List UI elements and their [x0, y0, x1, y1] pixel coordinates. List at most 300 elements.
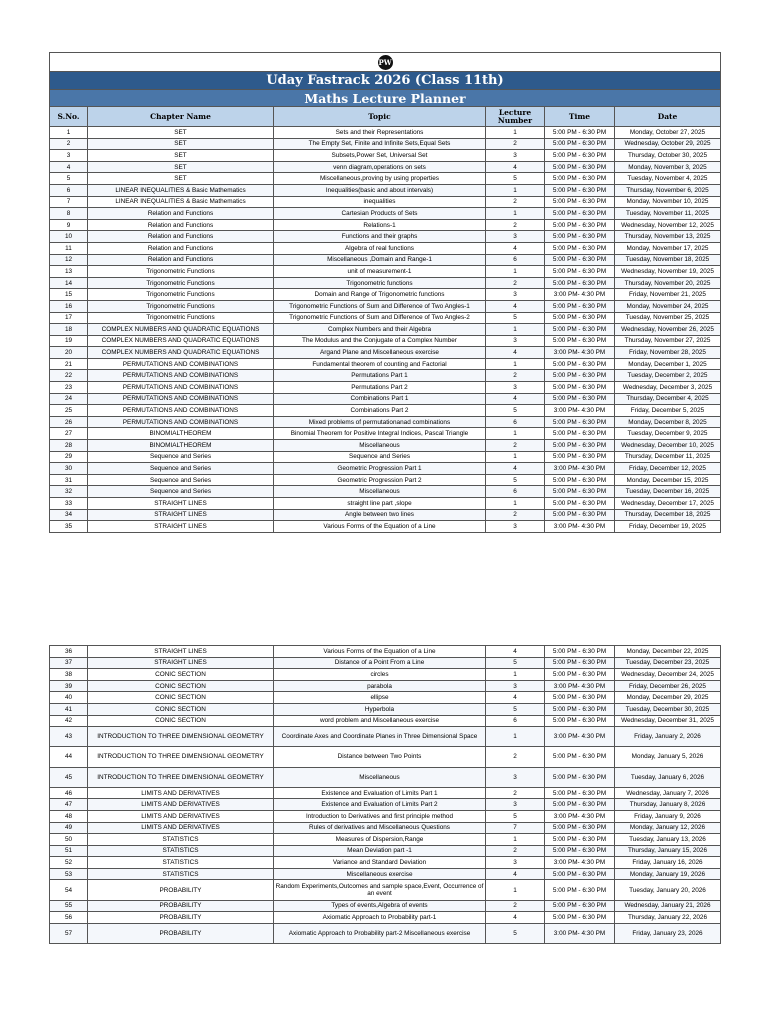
cell-topic: The Modulus and the Conjugate of a Complex Number [274, 335, 486, 347]
cell-lecture: 1 [486, 358, 545, 370]
cell-time: 5:00 PM - 6:30 PM [545, 474, 615, 486]
table-row [50, 254, 721, 266]
table-row [50, 767, 721, 787]
cell-topic: Miscellaneous [274, 440, 486, 452]
cell-date: Monday, November 10, 2025 [615, 196, 721, 208]
cell-date: Tuesday, December 9, 2025 [615, 428, 721, 440]
cell-date: Tuesday, January 6, 2026 [615, 767, 721, 787]
cell-chapter: SET [88, 173, 274, 185]
cell-time: 5:00 PM - 6:30 PM [545, 715, 615, 727]
cell-date: Wednesday, December 24, 2025 [615, 669, 721, 681]
cell-sno: 5 [50, 173, 88, 185]
cell-lecture: 1 [486, 324, 545, 336]
table-row [50, 277, 721, 289]
cell-date: Tuesday, November 11, 2025 [615, 208, 721, 220]
cell-chapter: Trigonometric Functions [88, 300, 274, 312]
column-header-topic: Topic [274, 107, 486, 127]
lecture-table-page-2 [49, 645, 721, 944]
cell-time: 5:00 PM - 6:30 PM [545, 440, 615, 452]
cell-lecture: 4 [486, 868, 545, 880]
table-row [50, 150, 721, 162]
cell-sno: 40 [50, 692, 88, 704]
cell-sno: 20 [50, 347, 88, 359]
cell-lecture: 4 [486, 242, 545, 254]
cell-lecture: 4 [486, 692, 545, 704]
cell-chapter: STRAIGHT LINES [88, 657, 274, 669]
table-row [50, 834, 721, 846]
cell-chapter: COMPLEX NUMBERS AND QUADRATIC EQUATIONS [88, 324, 274, 336]
cell-topic: Types of events,Algebra of events [274, 900, 486, 912]
cell-topic: Random Experiments,Outcomes and sample space,Event, Occurrence of an event [274, 880, 486, 900]
cell-lecture: 1 [486, 428, 545, 440]
cell-time: 3:00 PM- 4:30 PM [545, 810, 615, 822]
cell-topic: Mean Deviation part -1 [274, 845, 486, 857]
cell-sno: 11 [50, 242, 88, 254]
cell-topic: parabola [274, 680, 486, 692]
cell-lecture: 1 [486, 184, 545, 196]
cell-time: 3:00 PM- 4:30 PM [545, 680, 615, 692]
cell-lecture: 3 [486, 521, 545, 533]
cell-sno: 23 [50, 382, 88, 394]
cell-topic: Axiomatic Approach to Probability part-2 Miscellaneous exercise [274, 923, 486, 943]
table-row [50, 173, 721, 185]
cell-chapter: PERMUTATIONS AND COMBINATIONS [88, 405, 274, 417]
cell-lecture: 2 [486, 787, 545, 799]
cell-date: Tuesday, December 30, 2025 [615, 703, 721, 715]
column-header-lecture: Lecture Number [486, 107, 545, 127]
table-row [50, 138, 721, 150]
cell-lecture: 6 [486, 486, 545, 498]
cell-sno: 53 [50, 868, 88, 880]
cell-sno: 15 [50, 289, 88, 301]
cell-lecture: 4 [486, 646, 545, 658]
cell-lecture: 2 [486, 219, 545, 231]
cell-time: 5:00 PM - 6:30 PM [545, 747, 615, 767]
cell-chapter: Relation and Functions [88, 219, 274, 231]
cell-lecture: 1 [486, 727, 545, 747]
cell-time: 5:00 PM - 6:30 PM [545, 799, 615, 811]
table-row [50, 405, 721, 417]
cell-sno: 38 [50, 669, 88, 681]
cell-sno: 57 [50, 923, 88, 943]
cell-sno: 39 [50, 680, 88, 692]
cell-topic: Relations-1 [274, 219, 486, 231]
cell-date: Tuesday, January 13, 2026 [615, 834, 721, 846]
cell-chapter: Relation and Functions [88, 231, 274, 243]
cell-topic: straight line part ,slope [274, 498, 486, 510]
cell-time: 5:00 PM - 6:30 PM [545, 161, 615, 173]
table-row [50, 266, 721, 278]
cell-date: Friday, January 2, 2026 [615, 727, 721, 747]
cell-sno: 46 [50, 787, 88, 799]
cell-date: Friday, January 9, 2026 [615, 810, 721, 822]
cell-chapter: LINEAR INEQUALITIES & Basic Mathematics [88, 196, 274, 208]
cell-sno: 34 [50, 509, 88, 521]
table-row [50, 923, 721, 943]
cell-time: 5:00 PM - 6:30 PM [545, 335, 615, 347]
cell-date: Monday, January 5, 2026 [615, 747, 721, 767]
cell-date: Thursday, December 11, 2025 [615, 451, 721, 463]
cell-time: 5:00 PM - 6:30 PM [545, 196, 615, 208]
cell-topic: Hyperbola [274, 703, 486, 715]
cell-chapter: STRAIGHT LINES [88, 646, 274, 658]
cell-topic: Rules of derivatives and Miscellaneous Questions [274, 822, 486, 834]
cell-sno: 13 [50, 266, 88, 278]
cell-lecture: 5 [486, 312, 545, 324]
table-row [50, 428, 721, 440]
table-row [50, 393, 721, 405]
cell-date: Monday, November 3, 2025 [615, 161, 721, 173]
table-row [50, 715, 721, 727]
cell-date: Wednesday, November 19, 2025 [615, 266, 721, 278]
cell-lecture: 1 [486, 127, 545, 139]
cell-chapter: CONIC SECTION [88, 715, 274, 727]
cell-time: 5:00 PM - 6:30 PM [545, 646, 615, 658]
cell-sno: 43 [50, 727, 88, 747]
cell-lecture: 1 [486, 498, 545, 510]
table-row [50, 416, 721, 428]
cell-time: 3:00 PM- 4:30 PM [545, 347, 615, 359]
cell-date: Wednesday, November 26, 2025 [615, 324, 721, 336]
cell-chapter: LIMITS AND DERIVATIVES [88, 822, 274, 834]
cell-topic: Cartesian Products of Sets [274, 208, 486, 220]
table-row [50, 822, 721, 834]
cell-chapter: LIMITS AND DERIVATIVES [88, 787, 274, 799]
cell-chapter: Trigonometric Functions [88, 266, 274, 278]
cell-chapter: PROBABILITY [88, 880, 274, 900]
cell-date: Wednesday, December 17, 2025 [615, 498, 721, 510]
cell-topic: Permutations Part 1 [274, 370, 486, 382]
cell-topic: inequalities [274, 196, 486, 208]
cell-topic: Measures of Dispersion,Range [274, 834, 486, 846]
cell-date: Friday, November 28, 2025 [615, 347, 721, 359]
table-row [50, 486, 721, 498]
table-row [50, 845, 721, 857]
cell-chapter: PERMUTATIONS AND COMBINATIONS [88, 370, 274, 382]
cell-time: 5:00 PM - 6:30 PM [545, 845, 615, 857]
cell-chapter: CONIC SECTION [88, 703, 274, 715]
cell-chapter: LIMITS AND DERIVATIVES [88, 799, 274, 811]
cell-lecture: 2 [486, 138, 545, 150]
cell-sno: 51 [50, 845, 88, 857]
cell-sno: 4 [50, 161, 88, 173]
cell-chapter: PROBABILITY [88, 900, 274, 912]
cell-time: 3:00 PM- 4:30 PM [545, 289, 615, 301]
cell-sno: 1 [50, 127, 88, 139]
cell-time: 5:00 PM - 6:30 PM [545, 451, 615, 463]
cell-time: 5:00 PM - 6:30 PM [545, 900, 615, 912]
cell-chapter: STRAIGHT LINES [88, 509, 274, 521]
cell-time: 5:00 PM - 6:30 PM [545, 868, 615, 880]
table-row [50, 219, 721, 231]
cell-topic: ellipse [274, 692, 486, 704]
cell-sno: 2 [50, 138, 88, 150]
cell-topic: Miscellaneous,proving by using properties [274, 173, 486, 185]
cell-lecture: 5 [486, 405, 545, 417]
cell-lecture: 2 [486, 370, 545, 382]
cell-time: 3:00 PM- 4:30 PM [545, 521, 615, 533]
cell-time: 5:00 PM - 6:30 PM [545, 428, 615, 440]
cell-topic: Geometric Progression Part 1 [274, 463, 486, 475]
cell-time: 5:00 PM - 6:30 PM [545, 312, 615, 324]
cell-date: Monday, December 15, 2025 [615, 474, 721, 486]
cell-date: Tuesday, November 4, 2025 [615, 173, 721, 185]
cell-chapter: PERMUTATIONS AND COMBINATIONS [88, 382, 274, 394]
cell-date: Friday, November 21, 2025 [615, 289, 721, 301]
cell-topic: Trigonometric Functions of Sum and Difference of Two Angles-2 [274, 312, 486, 324]
cell-topic: unit of measurement-1 [274, 266, 486, 278]
table-row [50, 900, 721, 912]
cell-time: 5:00 PM - 6:30 PM [545, 150, 615, 162]
page-subtitle: Maths Lecture Planner [50, 90, 721, 107]
cell-date: Wednesday, January 21, 2026 [615, 900, 721, 912]
cell-topic: Various Forms of the Equation of a Line [274, 521, 486, 533]
cell-sno: 44 [50, 747, 88, 767]
cell-chapter: CONIC SECTION [88, 680, 274, 692]
cell-chapter: SET [88, 138, 274, 150]
cell-topic: Miscellaneous [274, 767, 486, 787]
cell-date: Monday, October 27, 2025 [615, 127, 721, 139]
lecture-table-page-1 [49, 52, 721, 533]
cell-sno: 7 [50, 196, 88, 208]
table-row [50, 727, 721, 747]
cell-chapter: PROBABILITY [88, 923, 274, 943]
cell-lecture: 3 [486, 857, 545, 869]
cell-topic: Miscellaneous ,Domain and Range-1 [274, 254, 486, 266]
cell-topic: Variance and Standard Deviation [274, 857, 486, 869]
cell-time: 5:00 PM - 6:30 PM [545, 231, 615, 243]
cell-time: 3:00 PM- 4:30 PM [545, 857, 615, 869]
table-row [50, 868, 721, 880]
table-row [50, 474, 721, 486]
table-row [50, 300, 721, 312]
cell-date: Tuesday, December 2, 2025 [615, 370, 721, 382]
cell-sno: 3 [50, 150, 88, 162]
cell-sno: 47 [50, 799, 88, 811]
cell-chapter: STRAIGHT LINES [88, 498, 274, 510]
cell-date: Thursday, January 8, 2026 [615, 799, 721, 811]
cell-date: Wednesday, January 7, 2026 [615, 787, 721, 799]
cell-time: 5:00 PM - 6:30 PM [545, 880, 615, 900]
cell-date: Wednesday, December 3, 2025 [615, 382, 721, 394]
cell-topic: Distance between Two Points [274, 747, 486, 767]
cell-sno: 36 [50, 646, 88, 658]
cell-chapter: Sequence and Series [88, 451, 274, 463]
cell-sno: 10 [50, 231, 88, 243]
cell-date: Tuesday, January 20, 2026 [615, 880, 721, 900]
cell-date: Monday, November 24, 2025 [615, 300, 721, 312]
cell-date: Wednesday, December 31, 2025 [615, 715, 721, 727]
cell-chapter: Sequence and Series [88, 463, 274, 475]
cell-sno: 37 [50, 657, 88, 669]
cell-lecture: 1 [486, 451, 545, 463]
cell-chapter: STATISTICS [88, 857, 274, 869]
title-row [50, 72, 721, 90]
cell-lecture: 1 [486, 266, 545, 278]
table-row [50, 646, 721, 658]
cell-lecture: 5 [486, 173, 545, 185]
cell-date: Monday, December 8, 2025 [615, 416, 721, 428]
cell-date: Friday, January 23, 2026 [615, 923, 721, 943]
logo-row [50, 53, 721, 72]
cell-time: 3:00 PM- 4:30 PM [545, 727, 615, 747]
cell-sno: 55 [50, 900, 88, 912]
cell-topic: Mixed problems of permutationanad combinations [274, 416, 486, 428]
cell-topic: word problem and Miscellaneous exercise [274, 715, 486, 727]
cell-chapter: PERMUTATIONS AND COMBINATIONS [88, 393, 274, 405]
cell-time: 5:00 PM - 6:30 PM [545, 277, 615, 289]
column-header-date: Date [615, 107, 721, 127]
cell-time: 5:00 PM - 6:30 PM [545, 358, 615, 370]
cell-lecture: 5 [486, 703, 545, 715]
cell-lecture: 5 [486, 657, 545, 669]
table-row [50, 799, 721, 811]
cell-topic: Existence and Evaluation of Limits Part 2 [274, 799, 486, 811]
table-row [50, 184, 721, 196]
cell-chapter: Sequence and Series [88, 474, 274, 486]
table-row [50, 196, 721, 208]
cell-time: 5:00 PM - 6:30 PM [545, 219, 615, 231]
cell-topic: Trigonometric functions [274, 277, 486, 289]
cell-lecture: 3 [486, 382, 545, 394]
cell-time: 5:00 PM - 6:30 PM [545, 266, 615, 278]
cell-date: Friday, January 16, 2026 [615, 857, 721, 869]
cell-date: Monday, November 17, 2025 [615, 242, 721, 254]
cell-topic: Binomial Theorem for Positive Integral Indices, Pascal Triangle [274, 428, 486, 440]
table-body-page-2 [50, 646, 721, 944]
cell-topic: Sequence and Series [274, 451, 486, 463]
page-title: Uday Fastrack 2026 (Class 11th) [50, 72, 721, 90]
cell-lecture: 4 [486, 912, 545, 924]
cell-lecture: 3 [486, 335, 545, 347]
cell-sno: 56 [50, 912, 88, 924]
cell-time: 5:00 PM - 6:30 PM [545, 703, 615, 715]
cell-time: 5:00 PM - 6:30 PM [545, 208, 615, 220]
cell-time: 5:00 PM - 6:30 PM [545, 173, 615, 185]
cell-sno: 6 [50, 184, 88, 196]
cell-topic: Existence and Evaluation of Limits Part 1 [274, 787, 486, 799]
cell-sno: 9 [50, 219, 88, 231]
cell-chapter: CONIC SECTION [88, 669, 274, 681]
cell-topic: Trigonometric Functions of Sum and Difference of Two Angles-1 [274, 300, 486, 312]
table-row [50, 692, 721, 704]
cell-topic: Introduction to Derivatives and first principle method [274, 810, 486, 822]
table-row [50, 370, 721, 382]
cell-topic: The Empty Set, Finite and Infinite Sets,Equal Sets [274, 138, 486, 150]
table-body-page-1 [50, 127, 721, 533]
table-row [50, 669, 721, 681]
cell-lecture: 2 [486, 196, 545, 208]
table-row [50, 312, 721, 324]
cell-time: 5:00 PM - 6:30 PM [545, 912, 615, 924]
cell-sno: 18 [50, 324, 88, 336]
cell-time: 5:00 PM - 6:30 PM [545, 834, 615, 846]
cell-time: 5:00 PM - 6:30 PM [545, 498, 615, 510]
cell-topic: Permutations Part 2 [274, 382, 486, 394]
cell-topic: Geometric Progression Part 2 [274, 474, 486, 486]
cell-lecture: 2 [486, 747, 545, 767]
cell-time: 5:00 PM - 6:30 PM [545, 692, 615, 704]
table-row [50, 289, 721, 301]
cell-chapter: Sequence and Series [88, 486, 274, 498]
table-row [50, 440, 721, 452]
cell-time: 5:00 PM - 6:30 PM [545, 509, 615, 521]
table-row [50, 127, 721, 139]
cell-chapter: Relation and Functions [88, 254, 274, 266]
cell-time: 5:00 PM - 6:30 PM [545, 787, 615, 799]
cell-time: 5:00 PM - 6:30 PM [545, 370, 615, 382]
subtitle-row [50, 90, 721, 107]
cell-topic: Complex Numbers and their Algebra [274, 324, 486, 336]
table-row [50, 747, 721, 767]
cell-sno: 12 [50, 254, 88, 266]
cell-sno: 17 [50, 312, 88, 324]
cell-sno: 52 [50, 857, 88, 869]
cell-sno: 27 [50, 428, 88, 440]
table-row [50, 810, 721, 822]
cell-sno: 49 [50, 822, 88, 834]
cell-chapter: SET [88, 127, 274, 139]
cell-date: Thursday, November 20, 2025 [615, 277, 721, 289]
cell-date: Monday, December 29, 2025 [615, 692, 721, 704]
cell-topic: Algebra of real functions [274, 242, 486, 254]
cell-lecture: 2 [486, 440, 545, 452]
cell-sno: 31 [50, 474, 88, 486]
cell-lecture: 2 [486, 900, 545, 912]
cell-topic: circles [274, 669, 486, 681]
cell-lecture: 6 [486, 254, 545, 266]
cell-date: Friday, December 5, 2025 [615, 405, 721, 417]
cell-lecture: 4 [486, 393, 545, 405]
cell-chapter: STATISTICS [88, 868, 274, 880]
cell-chapter: LINEAR INEQUALITIES & Basic Mathematics [88, 184, 274, 196]
cell-sno: 24 [50, 393, 88, 405]
cell-lecture: 3 [486, 231, 545, 243]
cell-sno: 26 [50, 416, 88, 428]
column-header-row [50, 107, 721, 127]
cell-lecture: 3 [486, 767, 545, 787]
cell-time: 3:00 PM- 4:30 PM [545, 405, 615, 417]
cell-topic: Various Forms of the Equation of a Line [274, 646, 486, 658]
table-row [50, 231, 721, 243]
cell-date: Friday, December 19, 2025 [615, 521, 721, 533]
cell-lecture: 5 [486, 923, 545, 943]
cell-chapter: Trigonometric Functions [88, 277, 274, 289]
cell-time: 3:00 PM- 4:30 PM [545, 463, 615, 475]
cell-time: 5:00 PM - 6:30 PM [545, 242, 615, 254]
cell-chapter: STRAIGHT LINES [88, 521, 274, 533]
cell-chapter: Relation and Functions [88, 242, 274, 254]
cell-sno: 54 [50, 880, 88, 900]
cell-time: 5:00 PM - 6:30 PM [545, 393, 615, 405]
cell-topic: Sets and their Representations [274, 127, 486, 139]
cell-sno: 22 [50, 370, 88, 382]
cell-date: Monday, December 1, 2025 [615, 358, 721, 370]
cell-sno: 14 [50, 277, 88, 289]
cell-lecture: 2 [486, 845, 545, 857]
column-header-chapter: Chapter Name [88, 107, 274, 127]
cell-lecture: 2 [486, 509, 545, 521]
cell-date: Thursday, November 27, 2025 [615, 335, 721, 347]
cell-lecture: 2 [486, 277, 545, 289]
cell-lecture: 1 [486, 834, 545, 846]
cell-lecture: 7 [486, 822, 545, 834]
cell-chapter: SET [88, 161, 274, 173]
table-row [50, 161, 721, 173]
cell-sno: 30 [50, 463, 88, 475]
cell-topic: Functions and their graphs [274, 231, 486, 243]
table-row [50, 498, 721, 510]
